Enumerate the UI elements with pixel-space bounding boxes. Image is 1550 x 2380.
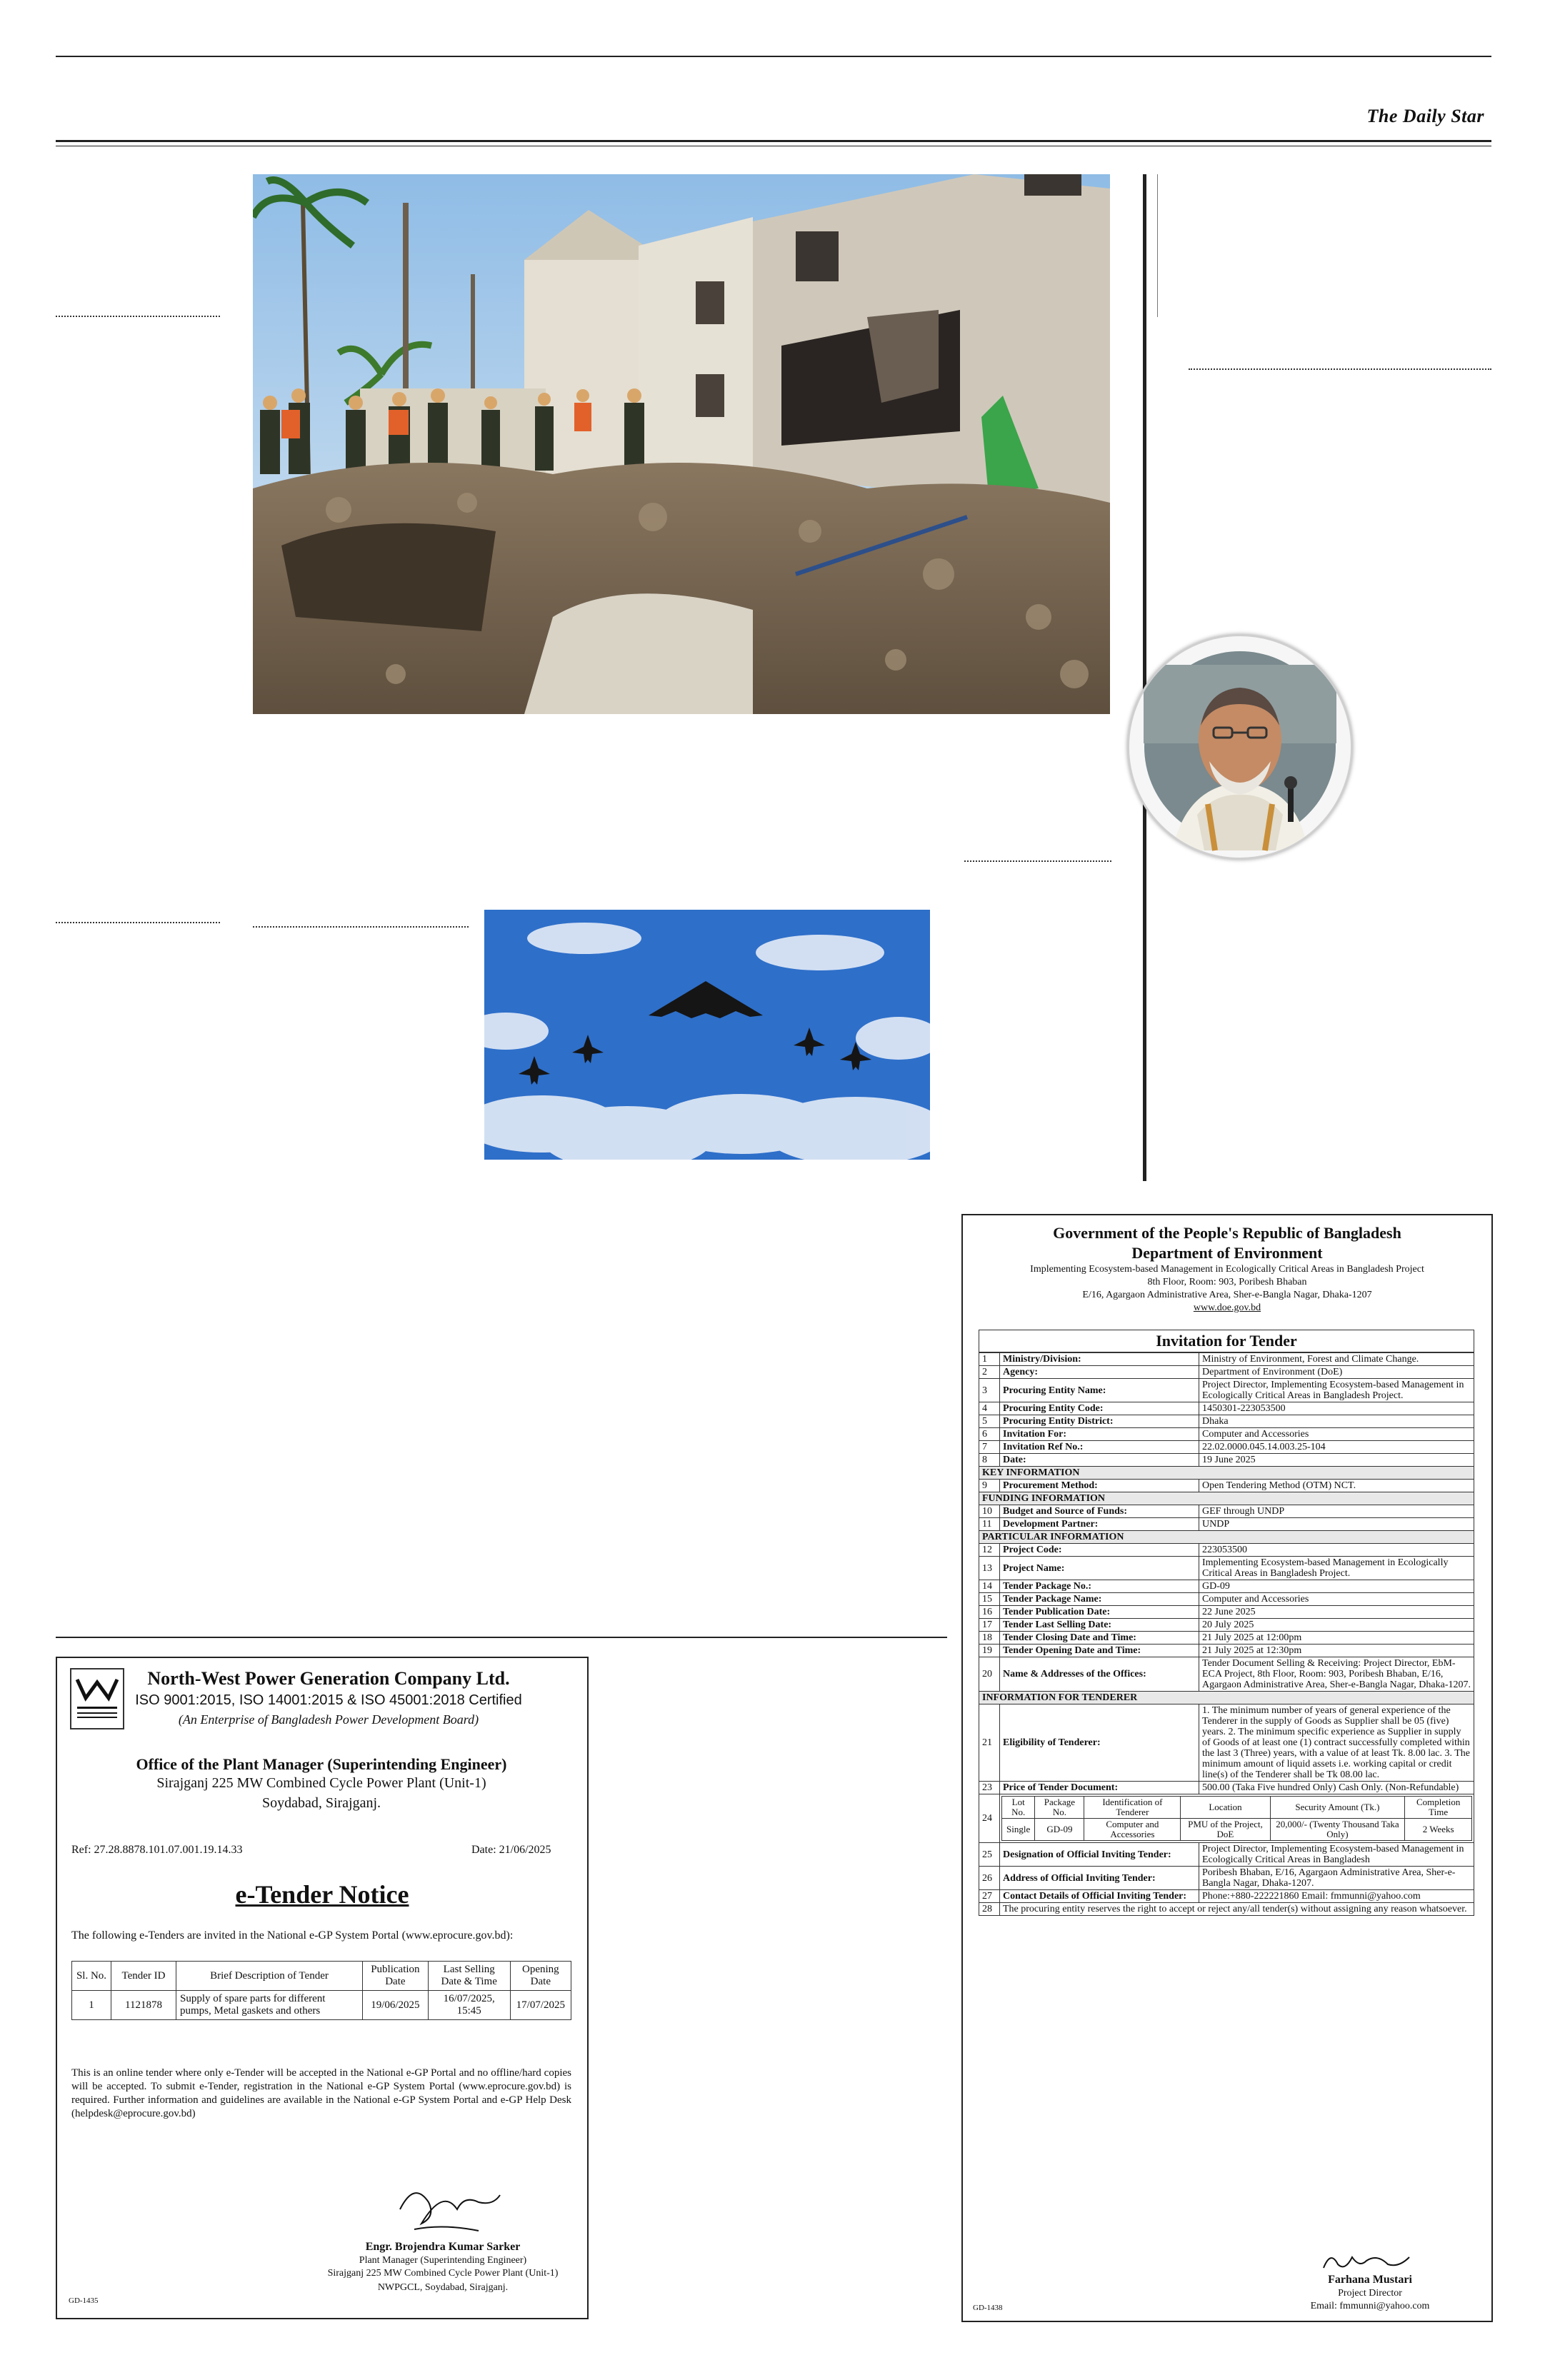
signature-graphic [393, 2174, 507, 2238]
row-value: Implementing Ecosystem-based Management in Ecologically Critical Areas in Bangladesh Project. [1199, 1557, 1474, 1580]
notice-title: e-Tender Notice [235, 1880, 409, 1909]
section-header: INFORMATION FOR TENDERER [979, 1692, 1474, 1704]
row-number: 23 [979, 1782, 1000, 1794]
ad-code: GD-1438 [973, 2304, 1003, 2312]
signatory-name: Farhana Mustari [1328, 2274, 1412, 2286]
table-row [979, 1580, 1474, 1593]
table-row [979, 1402, 1474, 1415]
plant-line: Sirajganj 225 MW Combined Cycle Power Plant (Unit-1) [156, 1775, 486, 1791]
row-value: Project Director, Implementing Ecosystem-based Management in Ecologically Critical Areas in Bangladesh Project. [1199, 1379, 1474, 1402]
signatory-location: NWPGCL, Soydabad, Sirajganj. [377, 2282, 509, 2293]
table-row [979, 1454, 1474, 1467]
table-row [979, 1593, 1474, 1606]
enterprise-line: (An Enterprise of Bangladesh Power Development Board) [178, 1712, 479, 1727]
table-header-cell: Last Selling Date & Time [428, 1962, 510, 1991]
invitation-for-tender-ad [961, 1214, 1493, 2322]
row-value: 21 July 2025 at 12:00pm [1199, 1632, 1474, 1645]
tender-details-table [979, 1352, 1474, 1916]
section-header-row [979, 1531, 1474, 1544]
signature-graphic [1320, 2246, 1413, 2275]
row-label: Invitation Ref No.: [1000, 1441, 1199, 1454]
row-number: 12 [979, 1544, 1000, 1557]
lot-cell: Computer and Accessories [1084, 1819, 1181, 1841]
row-number: 26 [979, 1867, 1000, 1890]
table-row [979, 1480, 1474, 1492]
row-value: Department of Environment (DoE) [1199, 1366, 1474, 1379]
row-number: 13 [979, 1557, 1000, 1580]
table-row [979, 1518, 1474, 1531]
signature-scribble [1320, 2246, 1413, 2275]
table-row [979, 1657, 1474, 1692]
table-cell: Supply of spare parts for different pumps, Metal gaskets and others [176, 1991, 363, 2020]
table-row [979, 1867, 1474, 1890]
section-divider [56, 316, 220, 317]
lot-row [1002, 1819, 1472, 1841]
row-value: 22 June 2025 [1199, 1606, 1474, 1619]
row-label: Tender Publication Date: [1000, 1606, 1199, 1619]
row-number: 6 [979, 1428, 1000, 1441]
row-number: 14 [979, 1580, 1000, 1593]
table-cell: 19/06/2025 [363, 1991, 429, 2020]
table-row [979, 1794, 1474, 1843]
row-number: 4 [979, 1402, 1000, 1415]
row-value: 19 June 2025 [1199, 1454, 1474, 1467]
aircraft-formation-photo [484, 910, 930, 1160]
row-number: 20 [979, 1657, 1000, 1692]
table-row [979, 1557, 1474, 1580]
section-header-row [979, 1492, 1474, 1505]
portrait-art [1129, 636, 1351, 858]
row-value: Poribesh Bhaban, E/16, Agargaon Administrative Area, Sher-e-Bangla Nagar, Dhaka-1207. [1199, 1867, 1474, 1890]
row-label: Tender Package Name: [1000, 1593, 1199, 1606]
row-value: Project Director, Implementing Ecosystem-based Management in Ecologically Critical Areas in Bangladesh [1199, 1843, 1474, 1867]
table-row [979, 1606, 1474, 1619]
portrait-circle-photo [1127, 634, 1353, 860]
row-value: 500.00 (Taka Five hundred Only) Cash Only. (Non-Refundable) [1199, 1782, 1474, 1794]
row-number: 3 [979, 1379, 1000, 1402]
row-label: Designation of Official Inviting Tender: [1000, 1843, 1199, 1867]
damaged-building-photo [253, 174, 1110, 714]
lot-cell: PMU of the Project, DoE [1181, 1819, 1270, 1841]
table-cell: 16/07/2025, 15:45 [428, 1991, 510, 2020]
row-label: Procuring Entity Code: [1000, 1402, 1199, 1415]
row-value: Computer and Accessories [1199, 1593, 1474, 1606]
top-rule [56, 56, 1491, 57]
notice-intro: The following e-Tenders are invited in the National e-GP System Portal (www.eprocure.gov.bd): [71, 1929, 514, 1942]
column-rule-thin [1157, 174, 1158, 317]
table-row [979, 1782, 1474, 1794]
row-number: 1 [979, 1353, 1000, 1366]
table-row [979, 1645, 1474, 1657]
lot-cell: 20,000/- (Twenty Thousand Taka Only) [1270, 1819, 1405, 1841]
row-number: 25 [979, 1843, 1000, 1867]
lot-table [1001, 1796, 1472, 1841]
row-number: 8 [979, 1454, 1000, 1467]
row-value: 1. The minimum number of years of general experience of the Tenderer in the supply of Goods as Supplier shall be 05 (five) years. 2. The minimum specific experience as Supplier in supply of Goods of at least one (1) contract successfully completed within the last 3 (Three) years, with a value of at least Tk. 8.00 lac. 3. The minimum amount of liquid assets i.e. working capital or credit line(s) of the Tenderer shall be Tk 08.00 lac. [1199, 1704, 1474, 1782]
row-value: Tender Document Selling & Receiving: Project Director, EbM-ECA Project, 8th Floor, Room: 903, Poribesh Bhaban, E/16, Agargaon Administrative Area, Sher-e-Bangla Nagar, Dhaka-1207. [1199, 1657, 1474, 1692]
etender-notice-ad [56, 1657, 589, 2319]
row-number: 24 [979, 1794, 1000, 1843]
table-header-cell: Tender ID [111, 1962, 176, 1991]
row-value: Computer and Accessories [1199, 1428, 1474, 1441]
row-value: Phone:+880-222221860 Email: fmmunni@yahoo.com [1199, 1890, 1474, 1903]
signatory-title: Project Director [1338, 2288, 1402, 2299]
row-label: Project Code: [1000, 1544, 1199, 1557]
section-divider [253, 926, 469, 928]
row-number: 28 [979, 1903, 1000, 1916]
dept-title: Department of Environment [1131, 1244, 1323, 1262]
row-number: 17 [979, 1619, 1000, 1632]
section-header: KEY INFORMATION [979, 1467, 1474, 1480]
row-value: 21 July 2025 at 12:30pm [1199, 1645, 1474, 1657]
row-label: Tender Last Selling Date: [1000, 1619, 1199, 1632]
row-value: 20 July 2025 [1199, 1619, 1474, 1632]
row-value: GEF through UNDP [1199, 1505, 1474, 1518]
row-value: GD-09 [1199, 1580, 1474, 1593]
table-row [979, 1903, 1474, 1916]
signatory-name: Engr. Brojendra Kumar Sarker [365, 2241, 521, 2253]
floor-line: 8th Floor, Room: 903, Poribesh Bhaban [1147, 1277, 1307, 1287]
table-row [979, 1441, 1474, 1454]
table-header-cell: Sl. No. [72, 1962, 111, 1991]
web-line: www.doe.gov.bd [1193, 1302, 1261, 1313]
header-rule-1 [56, 140, 1491, 142]
table-cell: 1121878 [111, 1991, 176, 2020]
row-number: 11 [979, 1518, 1000, 1531]
lot-cell: Identification of Tenderer [1084, 1797, 1181, 1819]
invitation-title: Invitation for Tender [979, 1330, 1474, 1352]
row-label: Eligibility of Tenderer: [1000, 1704, 1199, 1782]
table-row [979, 1366, 1474, 1379]
table-row [979, 1544, 1474, 1557]
ad-code: GD-1435 [69, 2296, 99, 2305]
lot-cell: Package No. [1035, 1797, 1084, 1819]
row-label: Project Name: [1000, 1557, 1199, 1580]
table-row [979, 1632, 1474, 1645]
row-label: Address of Official Inviting Tender: [1000, 1867, 1199, 1890]
project-line: Implementing Ecosystem-based Management in Ecologically Critical Areas in Bangladesh Project [1030, 1264, 1424, 1275]
row-value: The procuring entity reserves the right to accept or reject any/all tender(s) without assigning any reason whatsoever. [1000, 1903, 1474, 1916]
reference-number: Ref: 27.28.8878.101.07.001.19.14.33 [71, 1844, 243, 1856]
table-header-cell: Publication Date [363, 1962, 429, 1991]
row-number: 9 [979, 1480, 1000, 1492]
row-label: Agency: [1000, 1366, 1199, 1379]
section-header-row [979, 1467, 1474, 1480]
table-row [979, 1379, 1474, 1402]
gov-title: Government of the People's Republic of Bangladesh [1053, 1224, 1401, 1242]
tender-table-wrap [71, 1961, 571, 2020]
row-label: Invitation For: [1000, 1428, 1199, 1441]
masthead-logo: The Daily Star [1366, 106, 1484, 126]
signatory-plant: Sirajganj 225 MW Combined Cycle Power Plant (Unit-1) [327, 2268, 559, 2279]
table-row [979, 1704, 1474, 1782]
table-header-cell: Opening Date [510, 1962, 571, 1991]
aircraft-formation-art [484, 910, 930, 1160]
row-label: Procuring Entity District: [1000, 1415, 1199, 1428]
signatory-email: Email: fmmunni@yahoo.com [1310, 2301, 1430, 2311]
lot-cell [1000, 1794, 1474, 1843]
lot-cell: Single [1002, 1819, 1035, 1841]
row-number: 21 [979, 1704, 1000, 1782]
table-row [72, 1991, 571, 2020]
section-divider [964, 860, 1111, 862]
lot-cell: GD-09 [1035, 1819, 1084, 1841]
row-value: UNDP [1199, 1518, 1474, 1531]
company-name: North-West Power Generation Company Ltd. [147, 1668, 510, 1689]
row-label: Procuring Entity Name: [1000, 1379, 1199, 1402]
lot-header-row [1002, 1797, 1472, 1819]
iso-certification: ISO 9001:2015, ISO 14001:2015 & ISO 45001:2018 Certified [135, 1692, 522, 1708]
table-row [979, 1353, 1474, 1366]
row-label: Name & Addresses of the Offices: [1000, 1657, 1199, 1692]
row-value: 22.02.0000.045.14.003.25-104 [1199, 1441, 1474, 1454]
table-cell: 17/07/2025 [510, 1991, 571, 2020]
address-line: E/16, Agargaon Administrative Area, Sher-e-Bangla Nagar, Dhaka-1207 [1082, 1290, 1372, 1300]
table-row [979, 1619, 1474, 1632]
tender-details [979, 1330, 1474, 1916]
table-row [979, 1843, 1474, 1867]
row-label: Procurement Method: [1000, 1480, 1199, 1492]
lot-cell: 2 Weeks [1405, 1819, 1472, 1841]
row-label: Tender Opening Date and Time: [1000, 1645, 1199, 1657]
notice-date: Date: 21/06/2025 [471, 1844, 551, 1856]
section-divider [1189, 368, 1491, 370]
row-value: Ministry of Environment, Forest and Climate Change. [1199, 1353, 1474, 1366]
location-line: Soydabad, Sirajganj. [261, 1795, 381, 1811]
row-value: Dhaka [1199, 1415, 1474, 1428]
row-value: 1450301-223053500 [1199, 1402, 1474, 1415]
section-header: FUNDING INFORMATION [979, 1492, 1474, 1505]
row-label: Tender Closing Date and Time: [1000, 1632, 1199, 1645]
section-header: PARTICULAR INFORMATION [979, 1531, 1474, 1544]
lot-cell: Security Amount (Tk.) [1270, 1797, 1405, 1819]
signatory-title: Plant Manager (Superintending Engineer) [359, 2255, 527, 2266]
row-number: 7 [979, 1441, 1000, 1454]
nwpgcl-logo [70, 1668, 124, 1729]
row-label: Ministry/Division: [1000, 1353, 1199, 1366]
row-label: Date: [1000, 1454, 1199, 1467]
section-separator [56, 1637, 947, 1638]
row-number: 16 [979, 1606, 1000, 1619]
row-value: 223053500 [1199, 1544, 1474, 1557]
row-number: 18 [979, 1632, 1000, 1645]
lot-cell: Lot No. [1002, 1797, 1035, 1819]
damaged-building-photo-art [253, 174, 1110, 714]
table-cell: 1 [72, 1991, 111, 2020]
row-number: 10 [979, 1505, 1000, 1518]
row-number: 27 [979, 1890, 1000, 1903]
row-label: Development Partner: [1000, 1518, 1199, 1531]
row-label: Tender Package No.: [1000, 1580, 1199, 1593]
row-label: Budget and Source of Funds: [1000, 1505, 1199, 1518]
tender-table-header [72, 1962, 571, 1991]
section-divider [56, 922, 220, 923]
table-row [979, 1890, 1474, 1903]
row-number: 19 [979, 1645, 1000, 1657]
table-row [979, 1415, 1474, 1428]
signature-scribble [393, 2174, 507, 2238]
row-label: Price of Tender Document: [1000, 1782, 1199, 1794]
row-label: Contact Details of Official Inviting Tender: [1000, 1890, 1199, 1903]
tender-table [71, 1961, 571, 2020]
table-row [979, 1505, 1474, 1518]
table-row [979, 1428, 1474, 1441]
row-value: Open Tendering Method (OTM) NCT. [1199, 1480, 1474, 1492]
nwpgcl-logo-mark [71, 1669, 123, 1728]
lot-cell: Location [1181, 1797, 1270, 1819]
notice-body: This is an online tender where only e-Tender will be accepted in the National e-GP Portal and no offline/hard copies will be accepted. To submit e-Tender, registration in the National e-GP System Portal (www.eprocure.gov.bd) is required. Further information and guidelines are available in the National e-GP System Portal and e-GP Help Desk (helpdesk@eprocure.gov.bd) [71, 2067, 571, 2119]
row-number: 15 [979, 1593, 1000, 1606]
row-number: 2 [979, 1366, 1000, 1379]
section-header-row [979, 1692, 1474, 1704]
table-header-cell: Brief Description of Tender [176, 1962, 363, 1991]
lot-cell: Completion Time [1405, 1797, 1472, 1819]
row-number: 5 [979, 1415, 1000, 1428]
office-line: Office of the Plant Manager (Superintending Engineer) [136, 1755, 507, 1773]
column-rule [1143, 174, 1146, 1181]
